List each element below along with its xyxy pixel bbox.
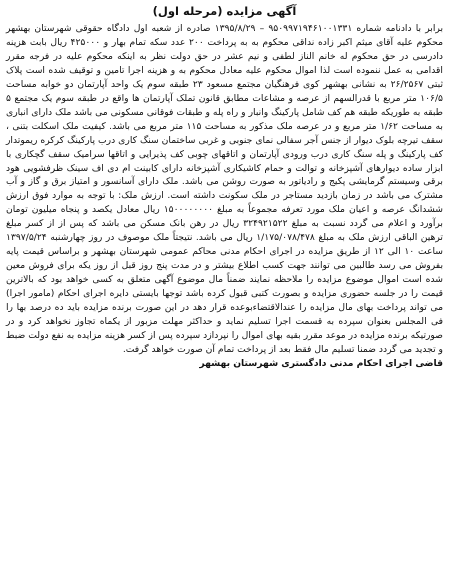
notice-signature: قاضی اجرای احکام مدنی دادگستری شهرستان بهشهر bbox=[199, 357, 443, 369]
notice-body: برابر با دادنامه شماره ۹۵۰۹۹۷۱۹۴۶۱۰۰۱۳۳۱ – ۱۳۹۵/۸/۲۹ صادره از شعبه اول دادگاه حقوقی شهرستان بهشهر محکوم علیه آقای میثم اکبر زاده نداقی محکوم به به پرداخت ۲۰۰ عدد سکه تمام بهار و ۴۲۵۰۰۰ ریال بابت هزینه دادرسی در حق محکوم له خانم الناز لطفی و نیم عشر در حق دولت نظر به اینکه محکوم علیه در فرجه مقرر اقدامی به عمل ننموده است لذا اموال محکوم علیه معادل محکوم به و هزینه اجرا تامین و توقیف شده است پلاک ثبتی ۲۶/۲۵۶۷ به نشانی بهشهر کوی فرهنگیان مجتمع مسعود ۲۳ طبقه سوم یک واحد آپارتمان دو خوابه مساحت ۱۰۶/۵ متر مربع با قدرالسهم از عرصه و مشاعات مطابق قانون تملک آپارتمان ها واقع در طبقه سوم یک مجتمع ۵ طبقه به طوریکه طبقه هم کف شامل پارکینگ وانبار و راه پله و طبقات فوقانی مسکونی می باشد ملک دارای انباری به مساحت ۱/۶۲ متر مربع و در عرصه ملک مذکور به مساحت ۱۱۵ متر مربع می باشد. کیفیت ملک اسکلت بتنی ، سقف تیرچه بلوک دیوار از جنس آجر سفالی نمای جنوبی و غربی ساختمان سنگ کاری درب پارکینگ کرکره ریموتدار کف پارکینگ و پله سنگ کاری درب ورودی آپارتمان و اتاقهای چوبی کف پذیرایی و اتاقها سرامیک سقف گچکاری با ابزار ساده دیوارهای آشپزخانه و توالت و حمام کاشیکاری آشپزخانه دارای کابینت ام دی اف سینک ظرفشویی هود برقی وسیستم گرمایشی پکیج و رادیاتور به صورت روشن می باشد. ملک دارای آسانسور و امتیاز برق و گاز و آب مشترک می باشد در زمان بازدید مستاجر در ملک سکونت داشته است. ارزش ملک: با توجه به موارد فوق ارزش ششدانگ عرصه و اعیان ملک مورد تعرفه مجموعاً به مبلغ ۱۵۰۰۰۰۰۰۰۰ ریال معادل یکصد و پنجاه میلیون تومان برآورد و اعلام می گردد نسبت به مبلغ ۳۲۴۹۲۱۵۲۲ ریال در رهن بانک مسکن می باشد که پس از از کسر مبلغ ترهین الباقی ارزش ملک به مبلغ ۱/۱۷۵/۰۷۸/۴۷۸ ریال می باشد. نتیجتاً ملک موصوف در روز چهارشنبه ۱۳۹۷/۵/۲۴ ساعت ۱۰ الی ۱۲ از طریق مزایده در اجرای احکام مدنی محاکم عمومی شهرستان بهشهر و براساس قیمت پایه بفروش می رسد طالبین می توانند جهت کسب اطلاع بیشتر و در مدت پنج روز قبل از روز یکه برای فروش معین شده است اموال موضوع مزایده را ملاحظه نمایند ضمناً مال موضوع آگهی متعلق به کسی خواهد بود که بالاترین قیمت را در جلسه حضوری مزایده و بصورت کتبی قبول کرده باشد توجها بایستی دایره اجرای احکام (مامور اجرا) می تواند پرداخت بهای مال مزایده را عندالاقتضاءبوعده قرار دهد در این صورت برنده مزایده باید ده درصد بها را فی المجلس بعنوان سپرده به قسمت اجرا تسلیم نماید و حداکثر مهلت مزبور از یکماه تجاوز نخواهد کرد و در صورتیکه برنده مزایده در موعد مقرر بقیه بهای اموال را نپردازد سپرده پس از کسر هزینه مزایده به نفع دولت ضبط و تجدید می گردد ضمنا تسلیم مال فقط بعد از پرداخت تمام آن صورت خواهد گرفت. bbox=[6, 23, 444, 355]
notice-title: آگهی مزایده (مرحله اول) bbox=[152, 4, 297, 18]
